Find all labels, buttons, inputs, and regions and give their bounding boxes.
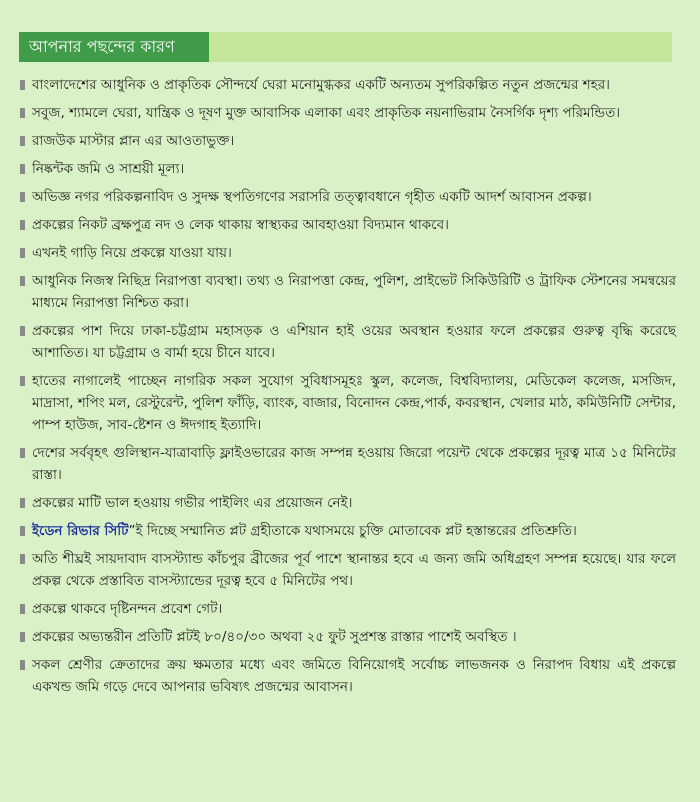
list-item-text: বাংলাদেশের আধুনিক ও প্রাকৃতিক সৌন্দর্যে ঘেরা মনোমুগ্ধকর একটি অন্যতম সুপরিকল্পিত নতুন প্রজন্মের শহর।	[32, 77, 610, 93]
bullet-icon	[20, 554, 25, 564]
bullet-icon	[20, 164, 25, 174]
list-item	[20, 186, 676, 208]
bullet-icon	[20, 604, 25, 614]
list-item	[20, 242, 676, 264]
list-item	[20, 492, 676, 514]
bullet-icon	[20, 326, 25, 336]
list-item	[20, 158, 676, 180]
bullet-icon	[20, 108, 25, 118]
section-header-bar	[19, 32, 672, 62]
bullet-icon	[20, 248, 25, 258]
reasons-list	[20, 74, 676, 704]
list-item	[20, 320, 676, 364]
bullet-icon	[20, 448, 25, 458]
list-item-text: আধুনিক নিজস্ব নিছিদ্র নিরাপত্তা ব্যবস্থা। তথ্য ও নিরাপত্তা কেন্দ্র, পুলিশ, প্রাইভেট সিকিউরিটি ও ট্রাফিক স্টেশনের সমন্বয়ের মাধ্যমে নিরাপত্তা নিশ্চিত করা।	[32, 273, 676, 311]
bullet-icon	[20, 376, 25, 386]
bullet-icon	[20, 220, 25, 230]
list-item-text: এখনই গাড়ি নিয়ে প্রকল্পে যাওয়া যায়।	[32, 245, 232, 261]
list-item	[20, 520, 676, 542]
bullet-icon	[20, 136, 25, 146]
list-item-text: অতি শীঘ্রই সায়দাবাদ বাসস্ট্যান্ড কাঁচপুর ব্রীজের পূর্ব পাশে স্থানান্তর হবে এ জন্য জমি অধিগ্রহণ সম্পন্ন হয়েছে। যার ফলে প্রকল্প থেকে প্রস্তাবিত বাসস্ট্যান্ডের দূরত্ব হবে ৫ মিনিটের পথ।	[32, 551, 676, 589]
bullet-icon	[20, 632, 25, 642]
list-item	[20, 130, 676, 152]
list-item-text: প্রকল্পের অভ্যন্তরীন প্রতিটি প্লটই ৮০/৪০/৩০ অথবা ২৫ ফুট সুপ্রশস্ত রাস্তার পাশেই অবস্থিত ।	[32, 629, 517, 645]
list-item-text: নিষ্কন্টক জমি ও সাশ্রয়ী মূল্য।	[32, 161, 185, 177]
list-item	[20, 270, 676, 314]
section-title: আপনার পছন্দের কারণ	[19, 32, 209, 62]
bullet-icon	[20, 192, 25, 202]
bullet-icon	[20, 498, 25, 508]
brand-name: ইডেন রিভার সিটি	[32, 523, 129, 539]
list-item-text: অভিজ্ঞ নগর পরিকল্পনাবিদ ও সুদক্ষ স্থপতিগণের সরাসরি তত্ত্বাবধানে গৃহীত একটি আদর্শ আবাসন প্রকল্প।	[32, 189, 592, 205]
list-item	[20, 102, 676, 124]
list-item	[20, 626, 676, 648]
list-item-text: হাতের নাগালেই পাচ্ছেন নাগরিক সকল সুযোগ সুবিধাসমূহঃ স্কুল, কলেজ, বিশ্ববিদ্যালয়, মেডিকেল কলেজ, মসজিদ, মাদ্রাসা, শপিং মল, রেস্টুরেন্ট, পুলিশ ফাঁড়ি, ব্যাংক, বাজার, বিনোদন কেন্দ্র,পার্ক, কবরস্থান, খেলার মাঠ, কমিউনিটি সেন্টার, পাম্প হাউজ, সাব-ষ্টেশন ও ঈদগাহ ইত্যাদি।	[32, 373, 676, 433]
list-item-text: প্রকল্পের নিকট ব্রক্ষপুত্র নদ ও লেক থাকায় স্বাস্থ্যকর আবহাওয়া বিদ্যমান থাকবে।	[32, 217, 449, 233]
list-item-text: সকল শ্রেণীর ক্রেতাদের ক্রয় ক্ষমতার মধ্যে এবং জমিতে বিনিয়োগই সর্বোচ্চ লাভজনক ও নিরাপদ বিধায় এই প্রকল্পে একখন্ড জমি গড়ে দেবে আপনার ভবিষ্যৎ প্রজন্মের আবাসন।	[32, 657, 676, 695]
list-item	[20, 74, 676, 96]
list-item	[20, 442, 676, 486]
list-item-text: রাজউক মাস্টার প্লান এর আওতাভুক্ত।	[32, 133, 235, 149]
bullet-icon	[20, 80, 25, 90]
bullet-icon	[20, 276, 25, 286]
list-item-text: ”ই দিচ্ছে সম্মানিত প্লট গ্রহীতাকে যথাসময়ে চুক্তি মোতাবেক প্লট হস্তান্তরের প্রতিশ্রুতি।	[128, 523, 577, 539]
bullet-icon	[20, 660, 25, 670]
list-item	[20, 548, 676, 592]
list-item	[20, 214, 676, 236]
list-item-text: প্রকল্পের মাটি ভাল হওয়ায় গভীর পাইলিং এর প্রয়োজন নেই।	[32, 495, 353, 511]
list-item	[20, 370, 676, 436]
list-item	[20, 654, 676, 698]
bullet-icon	[20, 526, 25, 536]
list-item-text: সবুজ, শ্যামলে ঘেরা, যান্ত্রিক ও দূষণ মুক্ত আবাসিক এলাকা এবং প্রাকৃতিক নয়নাভিরাম নৈসর্গিক দৃশ্য পরিমন্ডিত।	[32, 105, 621, 121]
list-item-text: দেশের সর্ববৃহৎ গুলিস্থান-যাত্রাবাড়ি ফ্লাইওভারের কাজ সম্পন্ন হওয়ায় জিরো পয়েন্ট থেকে প্রকল্পের দূরত্ব মাত্র ১৫ মিনিটের রাস্তা।	[32, 445, 676, 483]
list-item-text: প্রকল্পের পাশ দিয়ে ঢাকা-চট্টগ্রাম মহাসড়ক ও এশিয়ান হাই ওয়ের অবস্থান হওয়ার ফলে প্রকল্পের গুরুত্ব বৃদ্ধি করেছে আশাতিত। যা চট্টগ্রাম ও বার্মা হয়ে চীনে যাবে।	[32, 323, 676, 361]
list-item	[20, 598, 676, 620]
list-item-text: প্রকল্পে থাকবে দৃষ্টিনন্দন প্রবেশ গেট।	[32, 601, 223, 617]
